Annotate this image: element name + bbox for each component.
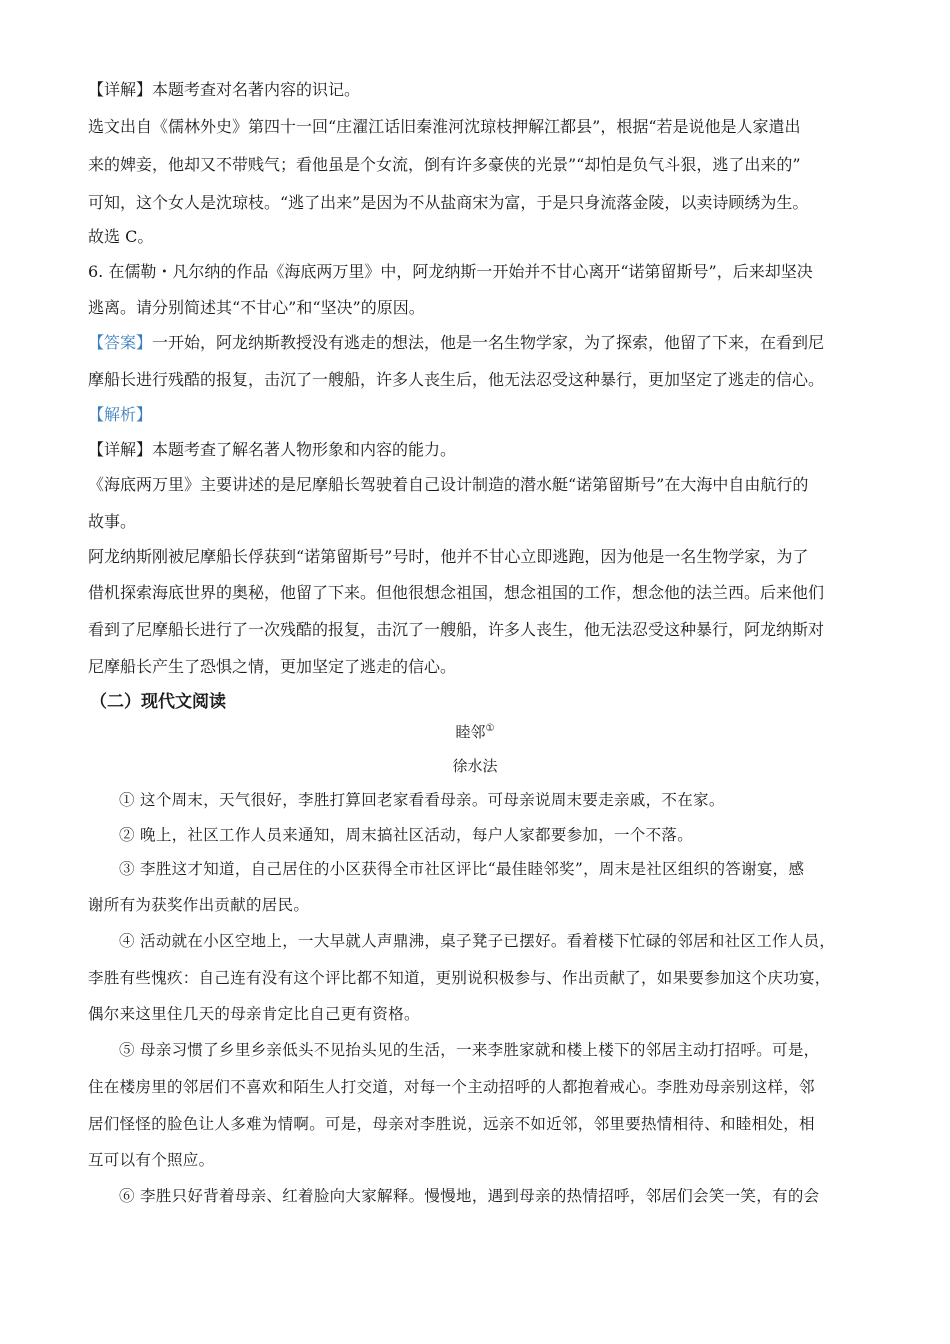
detail-label: 【详解】	[88, 80, 153, 99]
question-line: 6. 在儒勒・凡尔纳的作品《海底两万里》中，阿龙纳斯一开始并不甘心离开“诺第留斯号”，后来却坚决	[88, 262, 813, 281]
detail-line	[88, 80, 360, 100]
text-line: 阿龙纳斯刚被尼摩船长俘获到“诺第留斯号”号时，他并不甘心立即逃跑，因为他是一名生物学家，为了	[88, 547, 809, 566]
text-line: 借机探索海底世界的奥秘，他留了下来。但他很想念祖国，想念祖国的工作，想念他的法兰西。后来他们	[88, 583, 825, 602]
detail-label: 【详解】	[88, 440, 153, 459]
article-author: 徐水法	[452, 757, 498, 775]
detail-text: 本题考查了解名著人物形象和内容的能力。	[152, 440, 457, 459]
text-line: 选文出自《儒林外史》第四十一回“庄濯江话旧秦淮河沈琼枝押解江都县”，根据“若是说他是人家遣出	[88, 117, 801, 136]
paragraph-line: 居们怪怪的脸色让人多难为情啊。可是，母亲对李胜说，远亲不如近邻，邻里要热情相待、和睦相处，相	[88, 1115, 815, 1133]
answer-label: 【答案】	[88, 333, 153, 352]
paragraph-line: 李胜有些愧疚：自己连有没有这个评比都不知道，更别说积极参与、作出贡献了，如果要参加这个庆功宴，	[88, 969, 831, 987]
text-line: 可知，这个女人是沈琼枝。“逃了出来”是因为不从盐商宋为富，于是只身流落金陵，以卖诗顾绣为生。	[88, 193, 809, 212]
title-footnote-mark: ①	[485, 723, 495, 734]
detail-line	[88, 440, 456, 460]
section-heading: （二）现代文阅读	[90, 692, 226, 712]
article-title-text: 睦邻	[455, 723, 486, 741]
paragraph-line: ② 晚上，社区工作人员来通知，周末搞社区活动，每户人家都要参加，一个不落。	[119, 826, 694, 844]
paragraph-line: ⑥ 李胜只好背着母亲、红着脸向大家解释。慢慢地，遇到母亲的热情招呼，邻居们会笑一笑，有的会	[119, 1187, 820, 1205]
paragraph-line: 谢所有为获奖作出贡献的居民。	[88, 896, 310, 914]
paragraph-line: ③ 李胜这才知道，自己居住的小区获得全市社区评比“最佳睦邻奖”，周末是社区组织的答谢宴，感	[119, 860, 805, 878]
paragraph-line: ① 这个周末，天气很好，李胜打算回老家看看母亲。可母亲说周末要走亲戚，不在家。	[119, 791, 725, 809]
paragraph-line: 互可以有个照应。	[88, 1151, 215, 1169]
answer-line: 摩船长进行残酷的报复，击沉了一艘船，许多人丧生后，他无法忍受这种暴行，更加坚定了逃走的信心。	[88, 370, 825, 389]
paragraph-line: 住在楼房里的邻居们不喜欢和陌生人打交道，对每一个主动招呼的人都抱着戒心。李胜劝母亲别这样，邻	[88, 1078, 815, 1096]
text-line: 《海底两万里》主要讲述的是尼摩船长驾驶着自己设计制造的潜水艇“诺第留斯号”在大海中自由航行的	[88, 475, 809, 494]
text-line: 尼摩船长产生了恐惧之情，更加坚定了逃走的信心。	[88, 657, 457, 676]
paragraph-line: ④ 活动就在小区空地上，一大早就人声鼎沸，桌子凳子已摆好。看着楼下忙碌的邻居和社区工作人员，	[119, 932, 836, 950]
analysis-label: 【解析】	[88, 405, 153, 424]
answer-text: 一开始，阿龙纳斯教授没有逃走的想法，他是一名生物学家，为了探索，他留了下来，在看到尼	[152, 333, 825, 352]
paragraph-line: 偶尔来这里住几天的母亲肯定比自己更有资格。	[88, 1005, 420, 1023]
answer-line	[88, 333, 824, 353]
paragraph-line: ⑤ 母亲习惯了乡里乡亲低头不见抬头见的生活，一来李胜家就和楼上楼下的邻居主动打招呼。可是，	[119, 1041, 820, 1059]
article-title	[0, 722, 950, 742]
text-line: 故事。	[88, 512, 137, 531]
text-line: 故选 C。	[88, 227, 154, 246]
question-line: 逃离。请分别简述其“不甘心”和“坚决”的原因。	[88, 298, 425, 317]
text-line: 来的婢妾，他却又不带贱气；看他虽是个女流，倒有许多豪侠的光景”“却怕是负气斗狠，逃了出来的”	[88, 155, 801, 174]
text-line: 看到了尼摩船长进行了一次残酷的报复，击沉了一艘船，许多人丧生，他无法忍受这种暴行，阿龙纳斯对	[88, 620, 825, 639]
detail-text: 本题考查对名著内容的识记。	[152, 80, 361, 99]
